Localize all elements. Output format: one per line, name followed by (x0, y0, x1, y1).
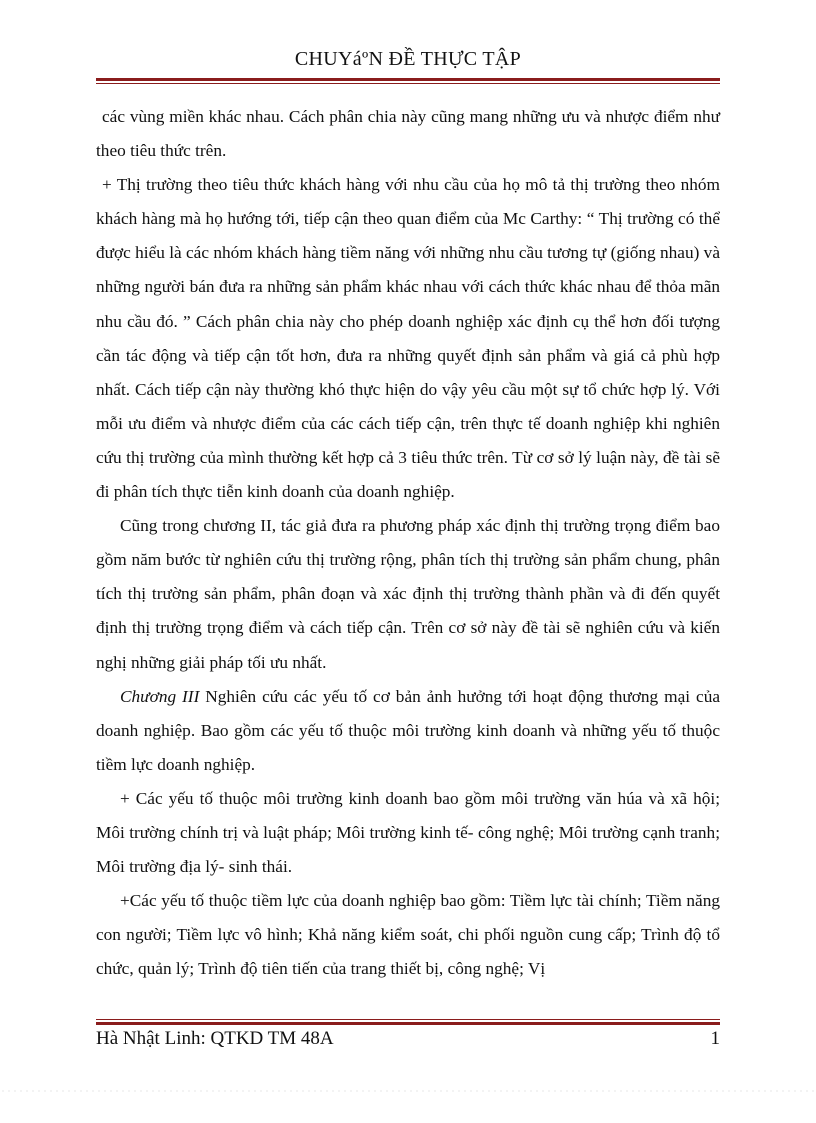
paragraph-4-text: Nghiên cứu các yếu tố cơ bản ảnh hưởng tới hoạt động thương mại của doanh nghiệp. Bao gồm các yếu tố thuộc môi trường kinh doanh và những yếu tố thuộc tiềm lực doanh nghiệp. (96, 686, 720, 774)
paragraph-2: + Thị trường theo tiêu thức khách hàng với nhu cầu của họ mô tả thị trường theo nhóm khách hàng mà họ hướng tới, tiếp cận theo quan điểm của Mc Carthy: “ Thị trường có thể được hiểu là các nhóm khách hàng tiềm năng với những nhu cầu tương tự (giống nhau) và những người bán đưa ra những sản phẩm khác nhau với cách thức khác nhau để thỏa mãn nhu cầu đó. ” Cách phân chia này cho phép doanh nghiệp xác định cụ thể hơn đối tượng cần tác động và tiếp cận tốt hơn, đưa ra những quyết định sản phẩm và giá cả phù hợp nhất. Cách tiếp cận này thường khó thực hiện do vậy yêu cầu một sự tổ chức hợp lý. Với mỗi ưu điểm và nhược điểm của các cách tiếp cận, trên thực tế doanh nghiệp khi nghiên cứu thị trường của mình thường kết hợp cả 3 tiêu thức trên. Từ cơ sở lý luận này, đề tài sẽ đi phân tích thực tiễn kinh doanh của doanh nghiệp. (96, 175, 720, 502)
chapter-label: Chương III (120, 686, 200, 706)
paragraph-5: + Các yếu tố thuộc môi trường kinh doanh bao gồm môi trường văn húa và xã hội; Môi trường chính trị và luật pháp; Môi trường kinh tế- công nghệ; Môi trường cạnh tranh; Môi trường địa lý- sinh thái. (96, 788, 720, 877)
paragraph-4 (96, 680, 720, 782)
header-divider (96, 78, 720, 84)
page-number: 1 (710, 1028, 720, 1049)
paragraph-6: +Các yếu tố thuộc tiềm lực của doanh nghiệp bao gồm: Tiềm lực tài chính; Tiềm năng con người; Tiềm lực vô hình; Khả năng kiểm soát, chi phối nguồn cung cấp; Trình độ tổ chức, quản lý; Trình độ tiên tiến của trang thiết bị, công nghệ; Vị (96, 891, 720, 979)
page-header-title: CHUYáºN ĐỀ THỰC TẬP (294, 48, 522, 70)
page-edge-dots (0, 1090, 816, 1092)
footer-author: Hà Nhật Linh: QTKD TM 48A (96, 1028, 334, 1049)
paragraph-1: các vùng miền khác nhau. Cách phân chia này cũng mang những ưu và nhược điểm như theo tiêu thức trên. (96, 107, 720, 161)
footer-divider (96, 1019, 720, 1025)
paragraph-3: Cũng trong chương II, tác giả đưa ra phương pháp xác định thị trường trọng điểm bao gồm năm bước từ nghiên cứu thị trường rộng, phân tích thị trường sản phẩm chung, phân tích thị trường sản phẩm, phân đoạn và xác định thị trường thành phần và đi đến quyết định thị trường trọng điểm và cách tiếp cận. Trên cơ sở này đề tài sẽ nghiên cứu và kiến nghị những giải pháp tối ưu nhất. (96, 516, 720, 672)
page-footer (96, 1028, 720, 1050)
document-body (96, 100, 720, 986)
